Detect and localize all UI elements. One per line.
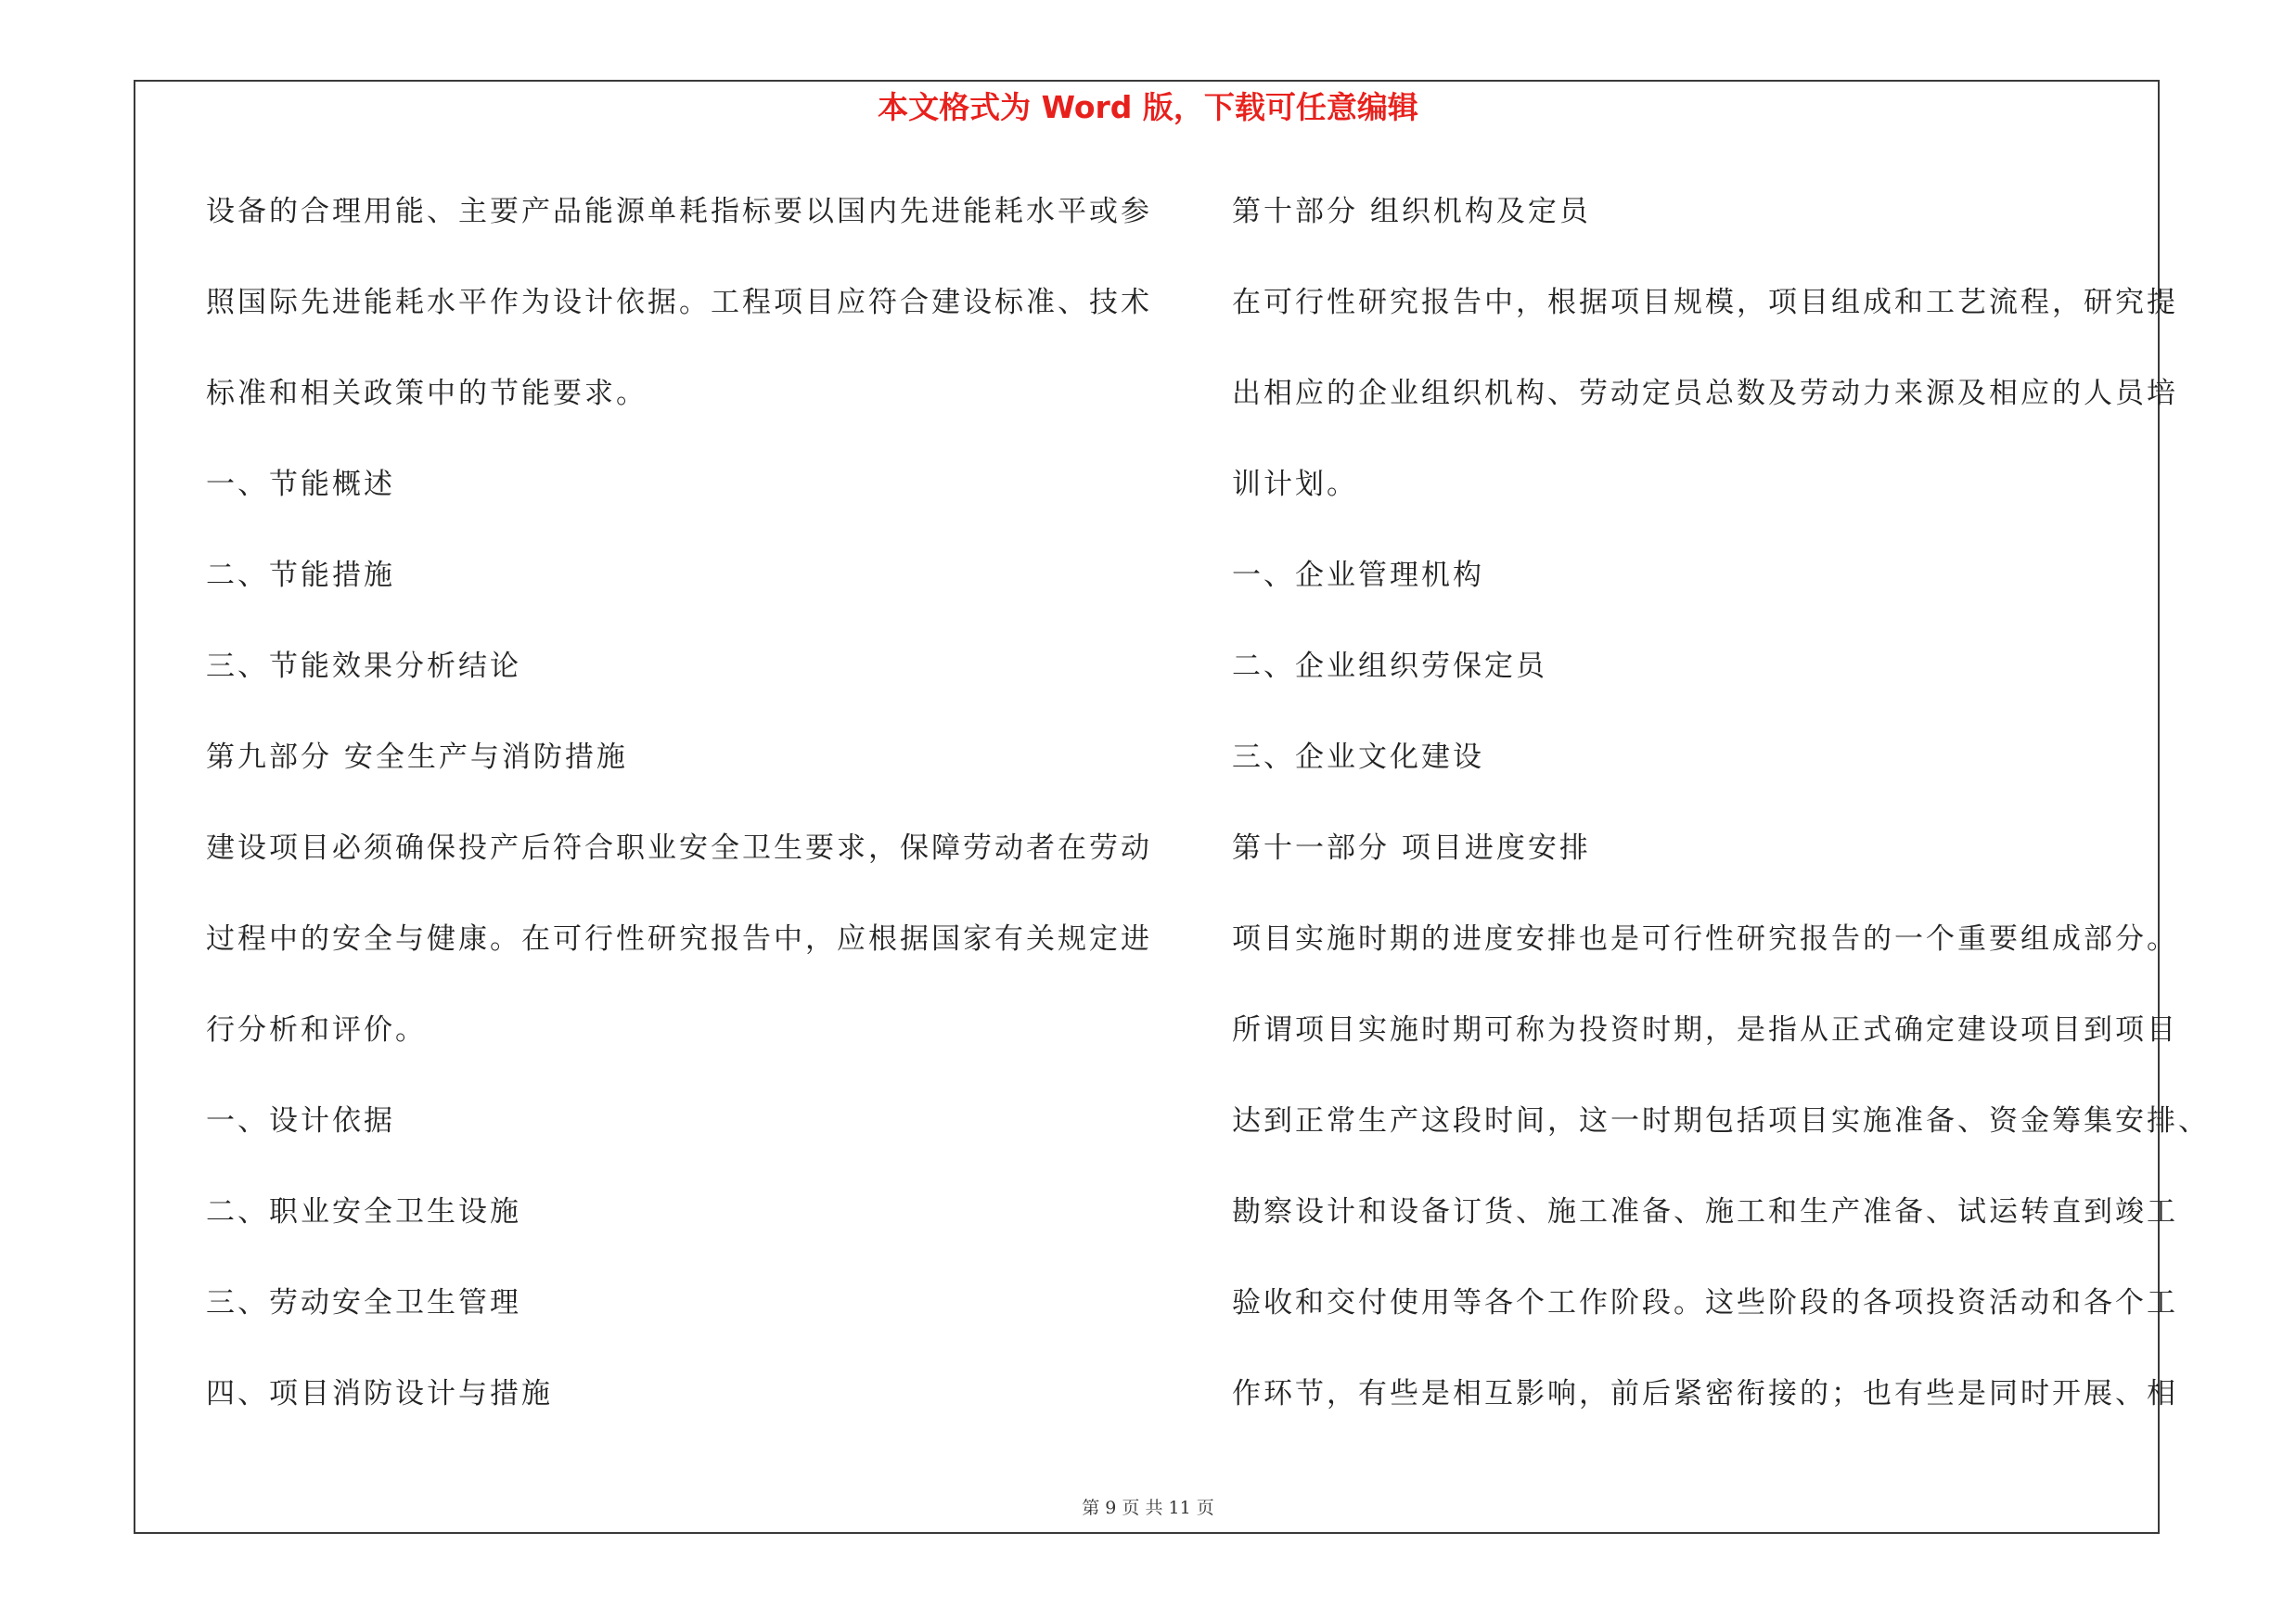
text-line: 在可行性研究报告中，根据项目规模，项目组成和工艺流程，研究提 [1232, 286, 2178, 319]
text-line: 项目实施时期的进度安排也是可行性研究报告的一个重要组成部分。 [1232, 922, 2178, 956]
format-banner: 本文格式为 Word 版，下载可任意编辑 [878, 89, 1418, 125]
text-line: 设备的合理用能、主要产品能源单耗指标要以国内先进能耗水平或参 [206, 195, 1152, 228]
section-item: 一、企业管理机构 [1232, 559, 1484, 592]
right-column [1232, 186, 2210, 1459]
section-item: 三、节能效果分析结论 [206, 650, 521, 683]
section-item: 二、企业组织劳保定员 [1232, 650, 1547, 683]
text-line: 过程中的安全与健康。在可行性研究报告中，应根据国家有关规定进 [206, 922, 1152, 956]
text-line: 标准和相关政策中的节能要求。 [206, 377, 648, 410]
section-item: 二、节能措施 [206, 559, 395, 592]
text-line: 照国际先进能耗水平作为设计依据。工程项目应符合建设标准、技术 [206, 286, 1152, 319]
section-item: 四、项目消防设计与措施 [206, 1377, 553, 1410]
text-line: 出相应的企业组织机构、劳动定员总数及劳动力来源及相应的人员培 [1232, 377, 2178, 410]
text-line: 达到正常生产这段时间，这一时期包括项目实施准备、资金筹集安排、 [1232, 1104, 2210, 1138]
part-heading: 第十一部分 项目进度安排 [1232, 831, 1591, 865]
part-heading: 第十部分 组织机构及定员 [1232, 195, 1591, 228]
text-line: 建设项目必须确保投产后符合职业安全卫生要求，保障劳动者在劳动 [206, 831, 1152, 865]
text-line: 行分析和评价。 [206, 1013, 427, 1047]
section-item: 三、劳动安全卫生管理 [206, 1286, 521, 1320]
left-column [206, 186, 1152, 1459]
text-line: 作环节，有些是相互影响，前后紧密衔接的；也有些是同时开展、相 [1232, 1377, 2178, 1410]
text-line: 所谓项目实施时期可称为投资时期，是指从正式确定建设项目到项目 [1232, 1013, 2178, 1047]
page-number-footer: 第 9 页 共 11 页 [1082, 1498, 1214, 1518]
text-line: 验收和交付使用等各个工作阶段。这些阶段的各项投资活动和各个工 [1232, 1286, 2178, 1320]
section-item: 二、职业安全卫生设施 [206, 1195, 521, 1229]
section-item: 一、设计依据 [206, 1104, 395, 1138]
section-item: 三、企业文化建设 [1232, 741, 1484, 774]
text-line: 勘察设计和设备订货、施工准备、施工和生产准备、试运转直到竣工 [1232, 1195, 2178, 1229]
text-line: 训计划。 [1232, 468, 1358, 501]
part-heading: 第九部分 安全生产与消防措施 [206, 741, 628, 774]
section-item: 一、节能概述 [206, 468, 395, 501]
